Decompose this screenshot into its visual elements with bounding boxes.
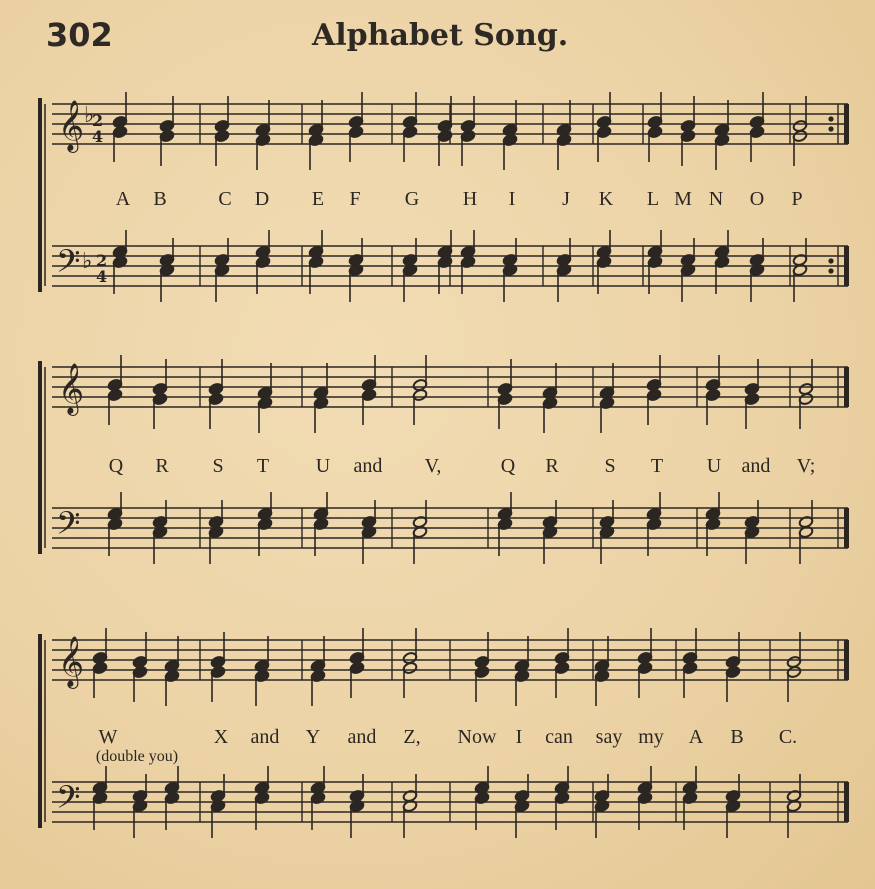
lyric-syllable: P [791,188,803,210]
time-signature-top-bass: 2 [96,251,108,270]
lyric-syllable: W [98,726,118,748]
lyric-syllable: N [708,188,724,210]
lyric-syllable: and [250,726,280,748]
treble-clef: 𝄞 [58,636,85,687]
lyric-syllable: C. [778,726,798,748]
lyric-syllable: Now [457,726,497,748]
lyric-syllable: Z, [403,726,421,748]
final-barline [844,104,849,144]
final-barline [844,246,849,286]
lyric-syllable: and [353,455,383,477]
lyric-syllable: I [508,188,516,210]
lyric-syllable: L [646,188,660,210]
treble-clef: 𝄞 [58,100,85,151]
final-barline [844,367,849,407]
repeat-dot [828,258,833,263]
lyric-syllable: A [688,726,704,748]
lyric-syllable: I [515,726,523,748]
lyric-syllable: O [749,188,765,210]
lyric-annotation: (double you) [95,748,179,765]
lyric-syllable: H [462,188,478,210]
time-signature-top: 2 [92,111,104,130]
lyric-syllable: A [115,188,131,210]
time-signature-bottom-bass: 4 [96,267,108,286]
lyric-syllable: and [347,726,377,748]
lyric-syllable: Q [500,455,516,477]
hymn-title: Alphabet Song. [312,18,569,53]
bass-clef: 𝄢 [56,505,81,549]
lyric-syllable: T [650,455,664,477]
lyric-syllable: my [638,726,664,748]
key-signature-flat-bass: ♭ [82,249,93,274]
system-bracket [38,361,42,554]
final-barline [844,508,849,548]
lyric-syllable: and [741,455,771,477]
lyric-syllable: S [604,455,616,477]
repeat-dot [828,116,833,121]
lyric-syllable: R [545,455,559,477]
lyric-syllable: K [598,188,614,210]
lyric-syllable: M [674,188,692,210]
lyric-syllable: D [254,188,270,210]
lyric-syllable: G [404,188,420,210]
bass-clef: 𝄢 [56,243,81,287]
hymn-number: 302 [46,16,113,54]
lyric-syllable: T [256,455,270,477]
lyric-syllable: B [153,188,167,210]
lyric-syllable: R [155,455,169,477]
lyric-syllable: S [212,455,224,477]
lyric-syllable: B [730,726,744,748]
final-barline [844,640,849,680]
key-signature-flat: ♭ [84,103,95,128]
lyric-syllable: U [315,455,331,477]
bass-clef: 𝄢 [56,779,81,823]
lyric-syllable: V; [796,455,816,477]
lyric-syllable: Y [305,726,321,748]
lyric-syllable: U [706,455,722,477]
system-bracket [38,98,42,292]
system-bracket [38,634,42,828]
lyric-syllable: V, [424,455,442,477]
lyric-syllable: C [218,188,232,210]
lyric-syllable: J [562,188,570,210]
lyric-syllable: E [311,188,325,210]
repeat-dot [828,126,833,131]
time-signature-bottom: 4 [92,127,104,146]
lyric-syllable: F [349,188,361,210]
final-barline [844,782,849,822]
lyric-syllable: X [213,726,229,748]
lyric-syllable: can [545,726,573,748]
lyric-syllable: Q [108,455,124,477]
lyric-syllable: say [595,726,623,748]
treble-clef: 𝄞 [58,363,85,414]
repeat-dot [828,268,833,273]
